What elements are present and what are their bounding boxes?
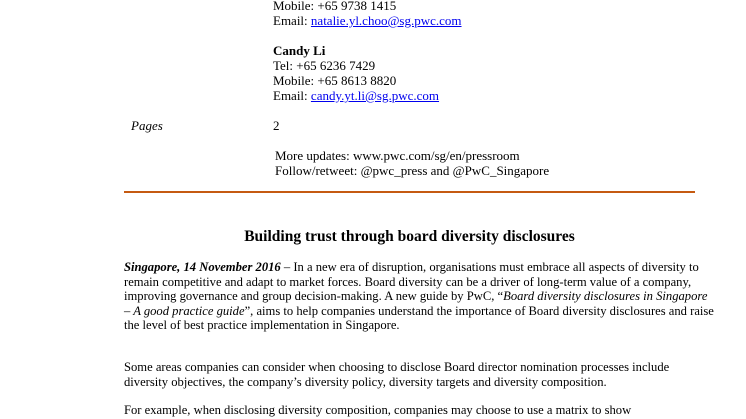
contact2-email-row — [273, 88, 439, 103]
article-paragraph-3: For example, when disclosing diversity composition, companies may choose to use a matrix to show — [124, 403, 632, 417]
contact1-mobile: Mobile: +65 9738 1415 — [273, 0, 397, 13]
paragraph-1-text-b: ”, aims to help companies understand the importance of Board diversity disclosures and raise the level of best practice implementation in Singapore. — [124, 303, 714, 332]
guide-title: Board diversity disclosures in Singapore – A good practice guide — [124, 289, 708, 318]
follow-retweet: Follow/retweet: @pwc_press and @PwC_Singapore — [275, 163, 550, 178]
contact2-email-label: Email: — [273, 88, 311, 103]
contact1-email-row — [273, 13, 462, 28]
contact2-tel: Tel: +65 6236 7429 — [273, 58, 376, 73]
contact1-email-label: Email: — [273, 13, 311, 28]
more-updates: More updates: www.pwc.com/sg/en/pressroom — [275, 148, 520, 163]
contact2-name: Candy Li — [273, 43, 326, 58]
section-divider — [124, 191, 695, 193]
contact2-mobile: Mobile: +65 8613 8820 — [273, 73, 397, 88]
article-headline: Building trust through board diversity disclosures — [244, 228, 575, 245]
article-paragraph-1 — [124, 260, 714, 333]
pages-value: 2 — [273, 118, 280, 133]
paragraph-1-text-a: – In a new era of disruption, organisations must embrace all aspects of diversity to remain competitive and adapt to market forces. Board diversity can be a driver of long-term value of a company, improving governance and group decision-making. A new guide by PwC, “ — [124, 260, 699, 303]
contact2-email-link[interactable]: candy.yt.li@sg.pwc.com — [310, 88, 440, 103]
pages-label: Pages — [131, 118, 163, 133]
contact1-email-link[interactable]: natalie.yl.choo@sg.pwc.com — [310, 13, 462, 28]
dateline: Singapore, 14 November 2016 — [124, 260, 281, 274]
article-paragraph-2: Some areas companies can consider when choosing to disclose Board director nomination processes include diversity objectives, the company’s diversity policy, diversity targets and diversity composition. — [124, 360, 670, 389]
